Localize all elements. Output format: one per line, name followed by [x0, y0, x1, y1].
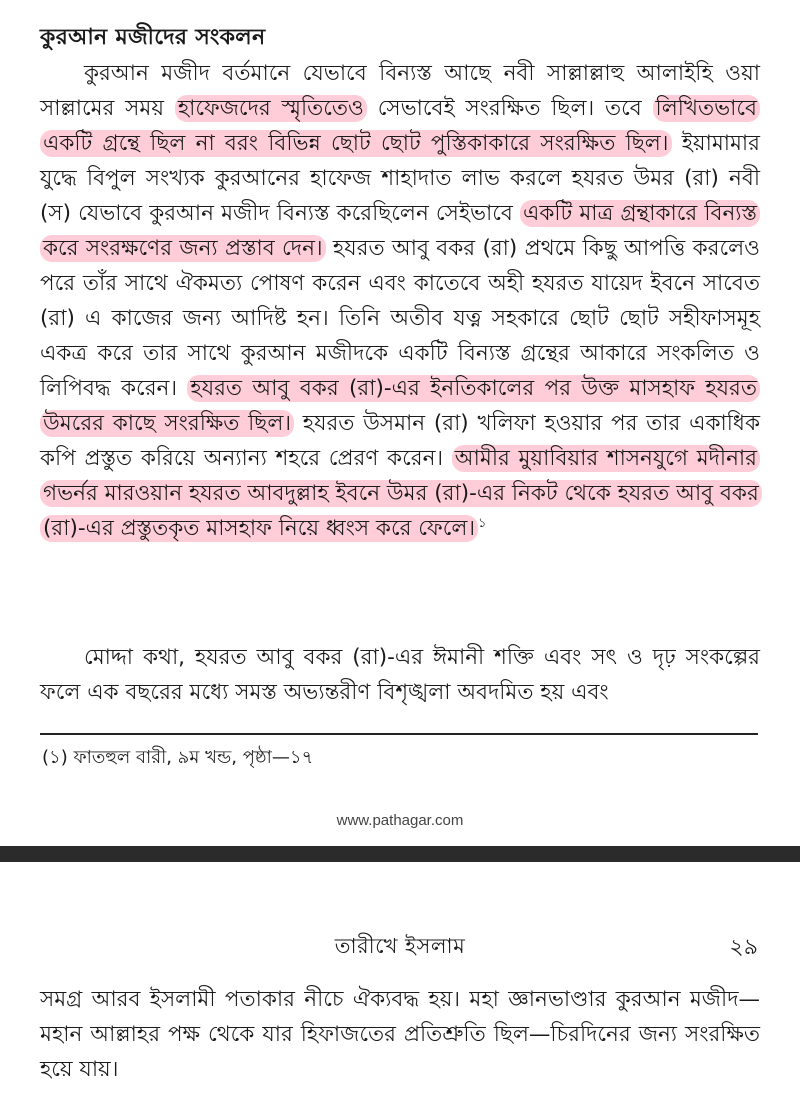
- page-number: ২৯: [729, 935, 758, 960]
- running-head: কুরআন মজীদের সংকলন: [40, 25, 266, 50]
- footnote: (১) ফাতহুল বারী, ৯ম খন্ড, পৃষ্ঠা—১৭: [42, 747, 314, 768]
- text-segment: ইয়ামামার যুদ্ধে বিপুল সংখ্যক কুরআনের হাফেজ শাহাদাত লাভ করলে হযরত উমর (রা) নবী (স) যেভাবে কুরআন মজীদ বিন্যস্ত করেছিলেন সেইভাবে: [40, 131, 760, 226]
- watermark-url: www.pathagar.com: [336, 812, 464, 829]
- body-paragraph-2: মোদ্দা কথা, হযরত আবু বকর (রা)-এর ঈমানী শক্তি এবং সৎ ও দৃঢ় সংকল্পের ফলে এক বছরের মধ্যে সমস্ত অভ্যন্তরীণ বিশৃঙ্খলা অবদমিত হয় এবং: [40, 645, 760, 705]
- text-segment: কুরআন মজীদ বর্তমানে যেভাবে বিন্যস্ত আছে নবী সাল্লাল্লাহু আলাইহি ওয়া সাল্লামের সময়: [40, 61, 760, 121]
- body-paragraph-1: [40, 56, 760, 546]
- body-paragraph-3: সমগ্র আরব ইসলামী পতাকার নীচে ঐক্যবদ্ধ হয়। মহা জ্ঞানভাণ্ডার কুরআন মজীদ—মহান আল্লাহর পক্ষ থেকে যার হিফাজতের প্রতিশ্রুতি ছিল—চিরদিনের জন্য সংরক্ষিত হয়ে যায়।: [40, 987, 760, 1082]
- text-segment: হযরত আবু বকর (রা) প্রথমে কিছু আপত্তি করলেও পরে তাঁর সাথে ঐকমত্য পোষণ করেন এবং কাতেবে অহী হযরত যায়েদ ইবনে সাবেত (রা) এ কাজের জন্য আদিষ্ট হন। তিনি অতীব যত্ন সহকারে ছোট ছোট সহীফাসমূহ একত্র করে তার সাথে কুরআন মজীদকে একটি বিন্যস্ত গ্রন্থের আকারে সংকলিত ও লিপিবদ্ধ করেন।: [40, 236, 760, 401]
- book-page-bottom: [0, 862, 800, 1103]
- footnote-divider: [40, 733, 758, 735]
- highlighted-text: একটি মাত্র গ্রন্থাকারে বিন্যস্ত করে সংরক্ষণের জন্য প্রস্তাব দেন।: [40, 200, 760, 262]
- highlighted-text: হাফেজদের স্মৃতিতেও: [175, 95, 367, 122]
- text-segment: হযরত উসমান (রা) খলিফা হওয়ার পর তার একাধিক কপি প্রস্তুত করিয়ে অন্যান্য শহরে প্রেরণ করেন।: [40, 411, 760, 471]
- highlighted-text: হযরত আবু বকর (রা)-এর ইনতিকালের পর উক্ত মাসহাফ হযরত উমরের কাছে সংরক্ষিত ছিল।: [40, 375, 760, 437]
- highlighted-text: লিখিতভাবে একটি গ্রন্থে ছিল না বরং বিভিন্ন ছোট ছোট পুস্তিকাকারে সংরক্ষিত ছিল।: [40, 95, 760, 157]
- footnote-reference: ১: [478, 515, 487, 531]
- highlighted-text: আমীর মুয়াবিয়ার শাসনযুগে মদীনার গভর্নর মারওয়ান হযরত আবদুল্লাহ ইবনে উমর (রা)-এর নিকট থেকে হযরত আবু বকর (রা)-এর প্রস্তুতকৃত মাসহাফ নিয়ে ধ্বংস করে ফেলে।: [40, 445, 762, 542]
- page-title: তারীখে ইসলাম: [334, 934, 466, 958]
- page-separator: [0, 846, 800, 862]
- text-segment: সেভাবেই সংরক্ষিত ছিল। তবে: [366, 96, 653, 121]
